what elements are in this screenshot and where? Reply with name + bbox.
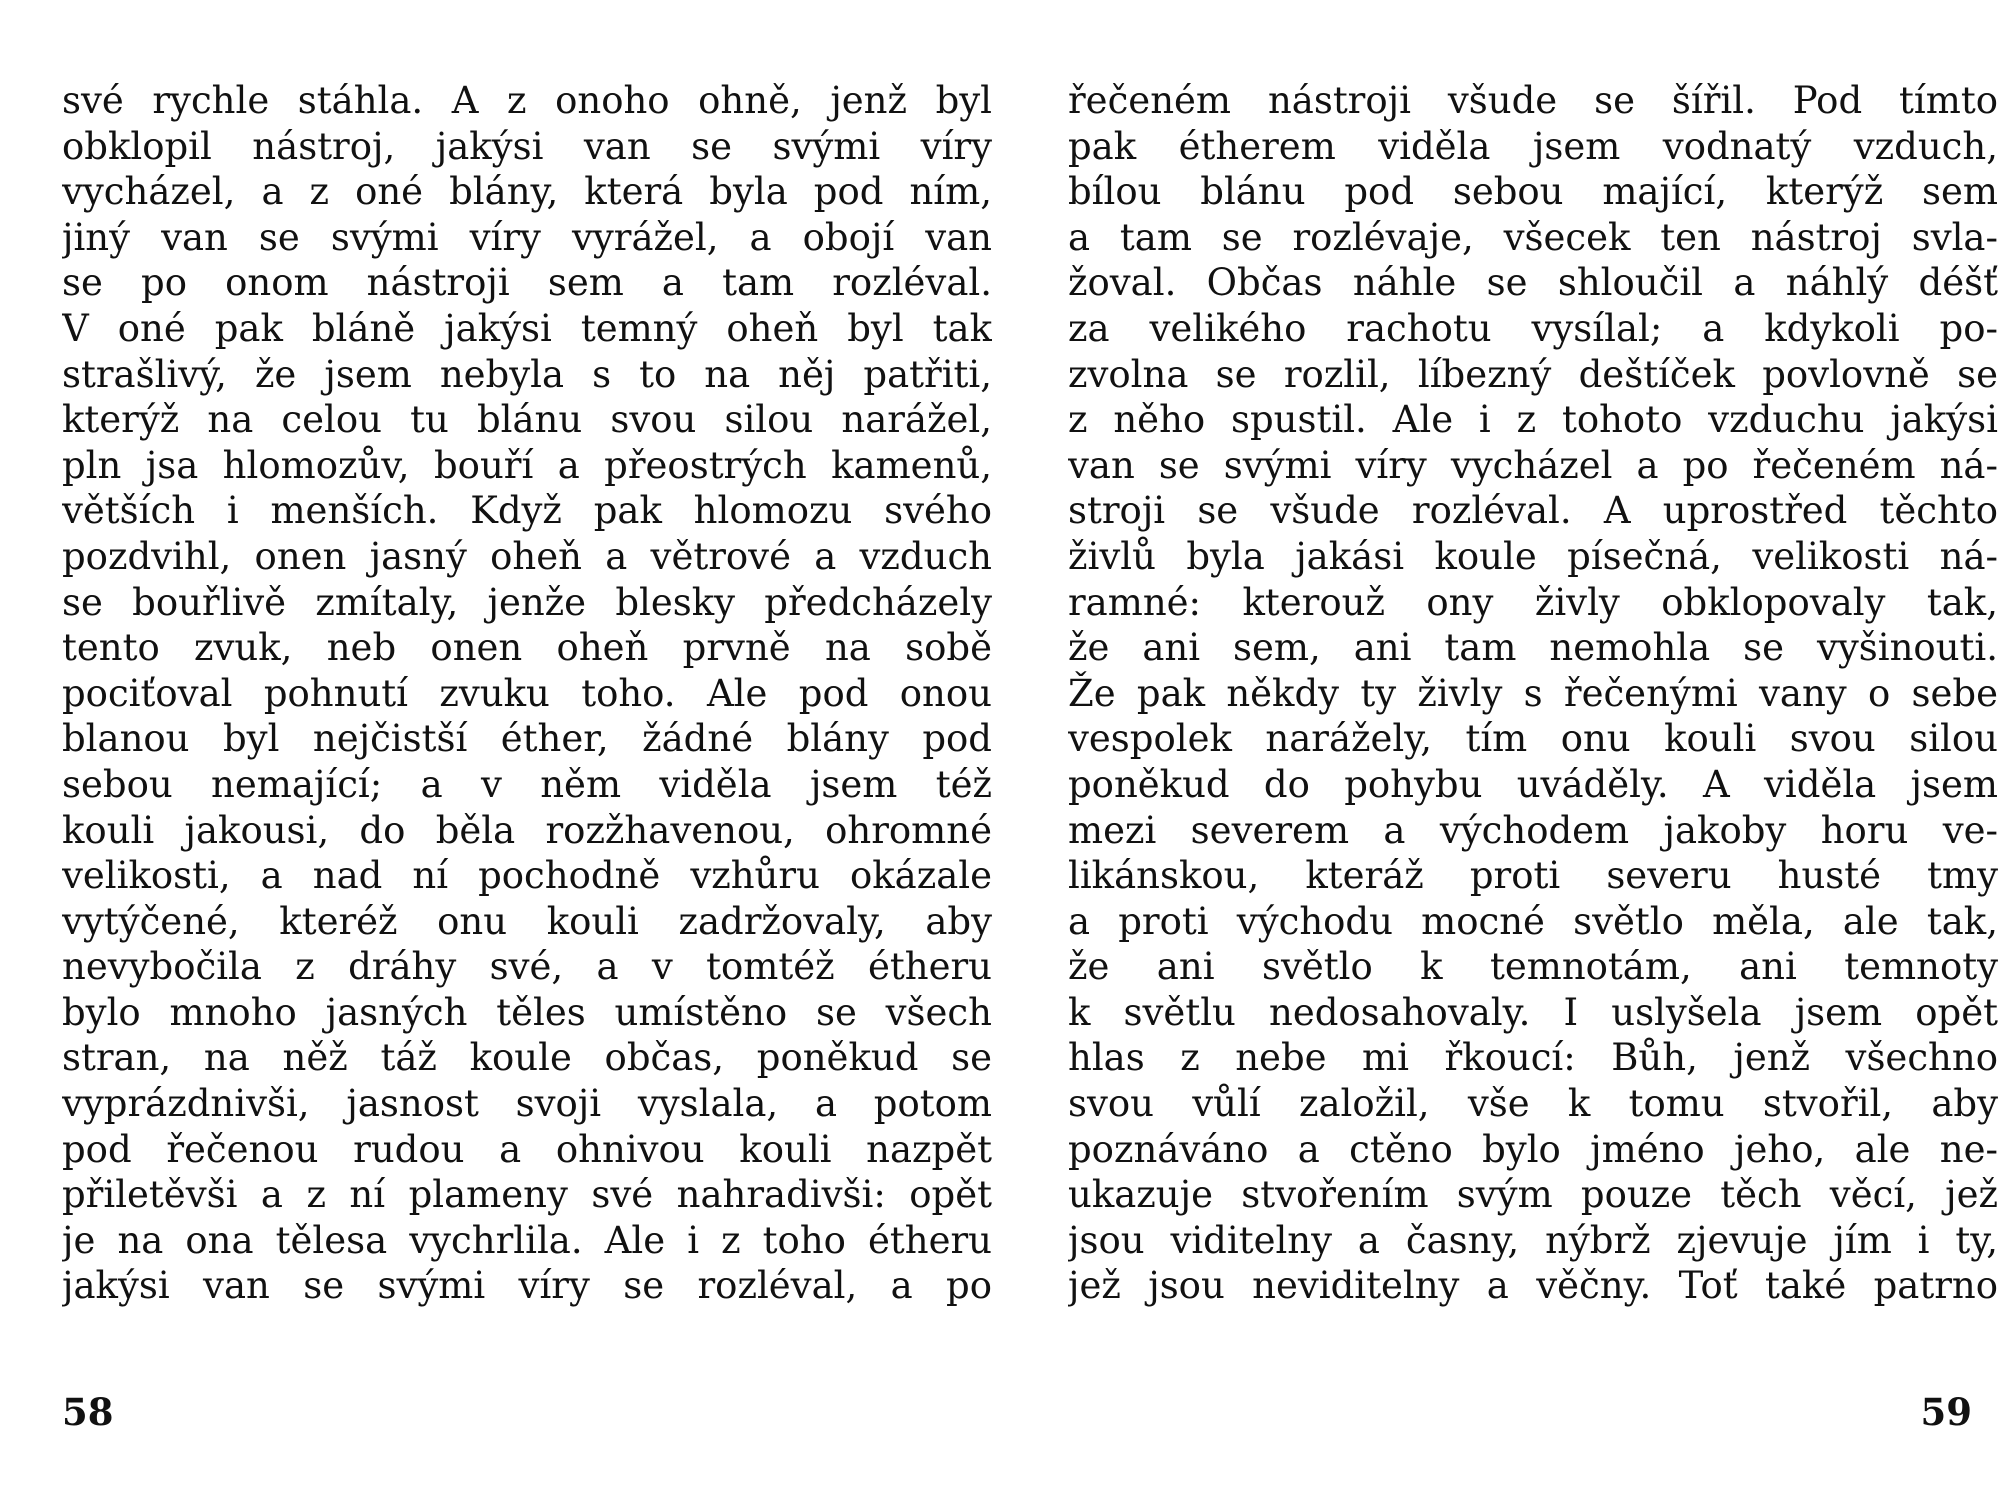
text-line: poznáváno a ctěno bylo jméno jeho, ale ne- xyxy=(1068,1127,1998,1171)
text-line: bílou blánu pod sebou mající, kterýž sem xyxy=(1068,170,1998,214)
text-line: pak étherem viděla jsem vodnatý vzduch, xyxy=(1068,124,1998,168)
text-line: k světlu nedosahovaly. I uslyšela jsem opět xyxy=(1068,990,1998,1034)
text-line: pociťoval pohnutí zvuku toho. Ale pod onou xyxy=(62,671,992,715)
text-line: hlas z nebe mi řkoucí: Bůh, jenž všechno xyxy=(1068,1036,1998,1080)
text-line: se po onom nástroji sem a tam rozléval. xyxy=(62,261,992,305)
text-line: stran, na něž táž koule občas, poněkud se xyxy=(62,1036,992,1080)
text-line: vycházel, a z oné blány, která byla pod ním, xyxy=(62,170,992,214)
text-line: svou vůlí založil, vše k tomu stvořil, aby xyxy=(1068,1082,1998,1126)
text-line: poněkud do pohybu uváděly. A viděla jsem xyxy=(1068,762,1998,806)
text-line: nevybočila z dráhy své, a v tomtéž étheru xyxy=(62,945,992,989)
text-line: a tam se rozlévaje, všecek ten nástroj svla- xyxy=(1068,215,1998,259)
text-line: pozdvihl, onen jasný oheň a větrové a vzduch xyxy=(62,534,992,578)
text-line: přiletěvši a z ní plameny své nahradivši: opět xyxy=(62,1173,992,1217)
text-line: živlů byla jakási koule písečná, velikosti ná- xyxy=(1068,534,1998,578)
text-line: blanou byl nejčistší éther, žádné blány pod xyxy=(62,717,992,761)
page-number-right: 59 xyxy=(1920,1390,1972,1434)
text-line: Že pak někdy ty živly s řečenými vany o sebe xyxy=(1068,671,1998,715)
text-line: a proti východu mocné světlo měla, ale tak, xyxy=(1068,899,1998,943)
text-line: že ani světlo k temnotám, ani temnoty xyxy=(1068,945,1998,989)
text-line: jež jsou neviditelny a věčny. Toť také patrno xyxy=(1068,1264,1998,1308)
page-number-left: 58 xyxy=(62,1390,114,1434)
text-line: z něho spustil. Ale i z tohoto vzduchu jakýsi xyxy=(1068,398,1998,442)
text-line: jsou viditelny a časny, nýbrž zjevuje jím i ty, xyxy=(1068,1218,1998,1262)
text-line: tento zvuk, neb onen oheň prvně na sobě xyxy=(62,626,992,670)
text-line: vespolek narážely, tím onu kouli svou silou xyxy=(1068,717,1998,761)
text-line: van se svými víry vycházel a po řečeném ná- xyxy=(1068,443,1998,487)
text-line: bylo mnoho jasných těles umístěno se všech xyxy=(62,990,992,1034)
text-line: velikosti, a nad ní pochodně vzhůru okázale xyxy=(62,854,992,898)
text-line: své rychle stáhla. A z onoho ohně, jenž byl xyxy=(62,79,992,122)
text-line: za velikého rachotu vysílal; a kdykoli po- xyxy=(1068,306,1998,350)
text-line: žoval. Občas náhle se shloučil a náhlý déšť xyxy=(1068,261,1998,305)
text-line: ramné: kterouž ony živly obklopovaly tak, xyxy=(1068,580,1998,624)
text-line: jakýsi van se svými víry se rozléval, a po xyxy=(62,1264,992,1308)
text-line: se bouřlivě zmítaly, jenže blesky předcházely xyxy=(62,580,992,624)
text-line: stroji se všude rozléval. A uprostřed těchto xyxy=(1068,489,1998,533)
text-line: že ani sem, ani tam nemohla se vyšinouti. xyxy=(1068,626,1998,670)
left-page xyxy=(62,78,992,1458)
text-line: ukazuje stvořením svým pouze těch věcí, jež xyxy=(1068,1173,1998,1217)
text-line: vytýčené, kteréž onu kouli zadržovaly, aby xyxy=(62,899,992,943)
text-line: řečeném nástroji všude se šířil. Pod tímto xyxy=(1068,79,1998,122)
text-line: větších i menších. Když pak hlomozu svého xyxy=(62,489,992,533)
text-line: V oné pak bláně jakýsi temný oheň byl tak xyxy=(62,306,992,350)
text-line: pln jsa hlomozův, bouří a přeostrých kamenů, xyxy=(62,443,992,487)
text-line: obklopil nástroj, jakýsi van se svými víry xyxy=(62,124,992,168)
text-line: pod řečenou rudou a ohnivou kouli nazpět xyxy=(62,1127,992,1171)
right-page xyxy=(1068,78,1998,1458)
text-line: kouli jakousi, do běla rozžhavenou, ohromné xyxy=(62,808,992,852)
text-line: kterýž na celou tu blánu svou silou narážel, xyxy=(62,398,992,442)
text-line: mezi severem a východem jakoby horu ve- xyxy=(1068,808,1998,852)
text-line: je na ona tělesa vychrlila. Ale i z toho étheru xyxy=(62,1218,992,1262)
text-line: vyprázdnivši, jasnost svoji vyslala, a potom xyxy=(62,1082,992,1126)
text-line: jiný van se svými víry vyrážel, a obojí van xyxy=(62,215,992,259)
text-line: strašlivý, že jsem nebyla s to na něj patřiti, xyxy=(62,352,992,396)
text-line: sebou nemající; a v něm viděla jsem též xyxy=(62,762,992,806)
text-line: likánskou, kteráž proti severu husté tmy xyxy=(1068,854,1998,898)
text-line: zvolna se rozlil, líbezný deštíček povlovně se xyxy=(1068,352,1998,396)
